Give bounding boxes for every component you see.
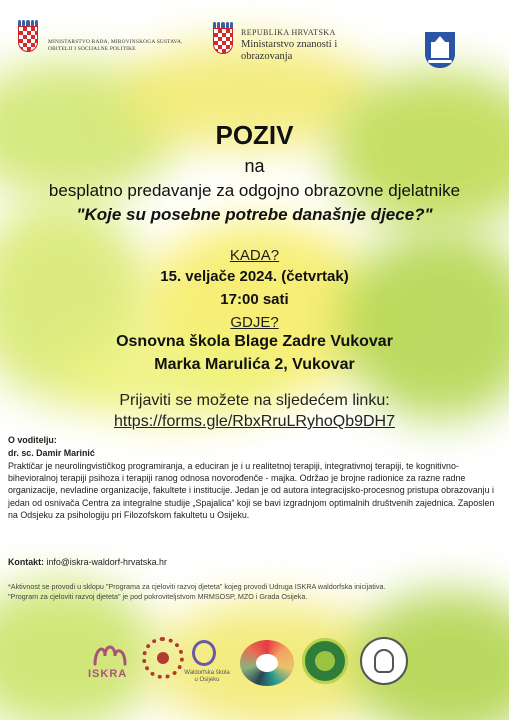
event-time: 17:00 sati [220, 291, 289, 308]
invitation-na: na [244, 156, 265, 176]
kada-label: KADA? [229, 247, 280, 264]
speaker-heading: O voditelju: [8, 435, 57, 445]
colorful-program-logo-icon [240, 640, 294, 686]
croatian-coat-of-arms-icon [18, 26, 38, 52]
event-address: Marka Marulića 2, Vukovar [154, 356, 355, 373]
speaker-name: dr. sc. Damir Marinić [8, 448, 95, 458]
registration-link[interactable]: https://forms.gle/RbxRruLRyhoQb9DH7 [114, 413, 395, 430]
registration-text: Prijaviti se možete na sljedećem linku: [119, 392, 390, 409]
contact-line [8, 556, 502, 568]
contact-label: Kontakt: [8, 557, 44, 567]
ministry-science-name: Ministarstvo znanosti i obrazovanja [241, 39, 338, 62]
iskra-label: ISKRA [88, 668, 128, 680]
iskra-logo-icon [91, 640, 129, 668]
event-date: 15. veljače 2024. (četvrtak) [160, 268, 349, 285]
header-logos [0, 14, 509, 74]
footnote: *Aktivnost se provodi u sklopu "Programa za cjeloviti razvoj djeteta" kojeg provodi Udruga ISKRA waldorfska inicijativa. "Program za cjeloviti razvoj djeteta" je pod pokroviteljstvom MRMSOSP, MZO i Grada Osijeka. [8, 582, 386, 601]
ministry-labour-name: MINISTARSTVO RADA, MIROVINSKOGA SUSTAVA, OBITELJI I SOCIJALNE POLITIKE [48, 39, 183, 52]
event-venue: Osnovna škola Blage Zadre Vukovar [116, 333, 393, 350]
speaker-bio: Praktičar je neurolingvističkog programiranja, a educiran je i u realitetnoj terapiji, integrativnoj terapiji, te kognitivno-bihevioralnoj terapiji psihoza i terapiji ranog odnosa novorođenče - majka. Održao je brojne radionice za razne radne organizacije, nevladine organizacije, fakultete i institucije. Jedan je od autora integracijsko-procesnog pristupa obrazovanju i jedan od osnivača Centra za integralne studije „Spajalica“ koji se bavi izgradnjom optimalnih društvenih zajednica. Zaposlen na Odsjeku za psihologiju pri Filozofskom fakultetu u Osijeku. [8, 461, 495, 520]
lecture-title: "Koje su posebne potrebe današnje djece?" [76, 205, 433, 224]
green-seal-logo-icon [302, 638, 348, 684]
contact-email[interactable]: info@iskra-waldorf-hrvatska.hr [46, 557, 167, 567]
invitation-subtitle: besplatno predavanje za odgojno obrazovne djelatnike [48, 181, 461, 200]
waldorf-school-logo-icon [192, 640, 216, 666]
sun-ornament-logo-icon [142, 637, 184, 679]
gdje-label: GDJE? [230, 314, 279, 331]
croatian-coat-of-arms-icon [213, 28, 233, 54]
owl-seal-logo-icon [360, 637, 408, 685]
vukovar-srijem-crest-icon [425, 32, 455, 68]
invitation-title: POZIV [215, 120, 294, 150]
waldorf-school-label: Waldorfska škola u Osijeku [184, 670, 230, 683]
republika-hrvatska-label: REPUBLIKA HRVATSKA [241, 28, 336, 37]
